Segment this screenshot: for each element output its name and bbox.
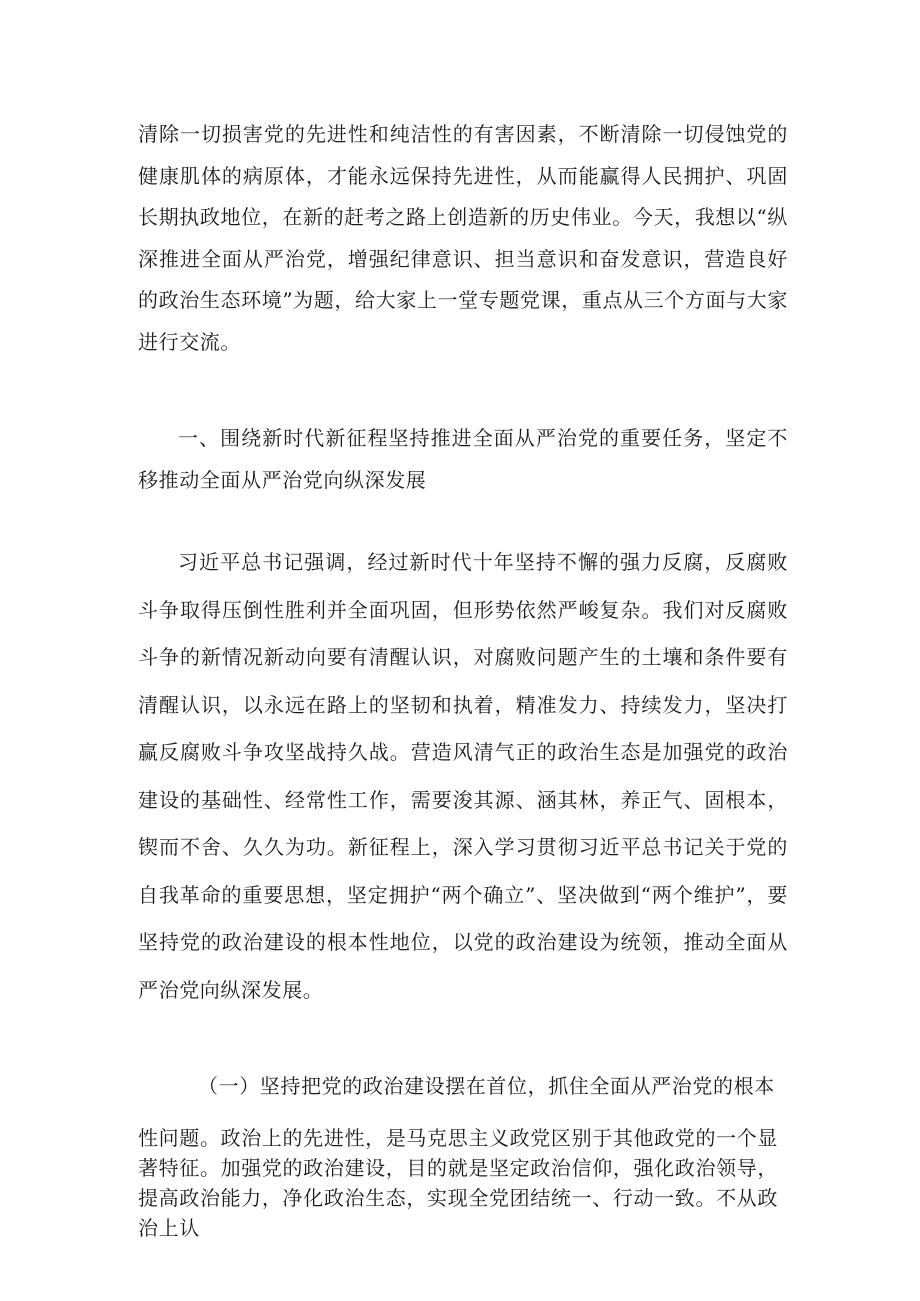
body-paragraph: 清除一切损害党的先进性和纯洁性的有害因素，不断清除一切侵蚀党的健康肌体的病原体，才能永远保持先进性，从而能赢得人民拥护、巩固长期执政地位，在新的赶考之路上创造新的历史伟业。今天，我想以“纵深推进全面从严治党，增强纪律意识、担当意识和奋发意识，营造良好的政治生态环境”为题，给大家上一堂专题党课，重点从三个方面与大家进行交流。 — [138, 122, 788, 354]
section-heading: 一、围绕新时代新征程坚持推进全面从严治党的重要任务，坚定不移推动全面从严治党向纵深发展 — [138, 426, 788, 492]
subsection-heading: （一）坚持把党的政治建设摆在首位，抓住全面从严治党的根本 — [198, 1074, 775, 1098]
body-paragraph: 习近平总书记强调，经过新时代十年坚持不懈的强力反腐，反腐败斗争取得压倒性胜利并全面巩固，但形势依然严峻复杂。我们对反腐败斗争的新情况新动向要有清醒认识，对腐败问题产生的土壤和条件要有清醒认识，以永远在路上的坚韧和执着，精准发力、持续发力，坚决打赢反腐败斗争攻坚战持久战。营造风清气正的政治生态是加强党的政治建设的基础性、经常性工作，需要浚其源、涵其林，养正气、固根本，锲而不舍、久久为功。新征程上，深入学习贯彻习近平总书记关于党的自我革命的重要思想，坚定拥护“两个确立”、坚决做到“两个维护”，要坚持党的政治建设的根本性地位，以党的政治建设为统领，推动全面从严治党向纵深发展。 — [138, 550, 788, 1002]
body-paragraph: 性问题。政治上的先进性，是马克思主义政党区别于其他政党的一个显著特征。加强党的政治建设，目的就是坚定政治信仰，强化政治领导，提高政治能力，净化政治生态，实现全党团结统一、行动一致。不从政治上认 — [138, 1126, 778, 1240]
